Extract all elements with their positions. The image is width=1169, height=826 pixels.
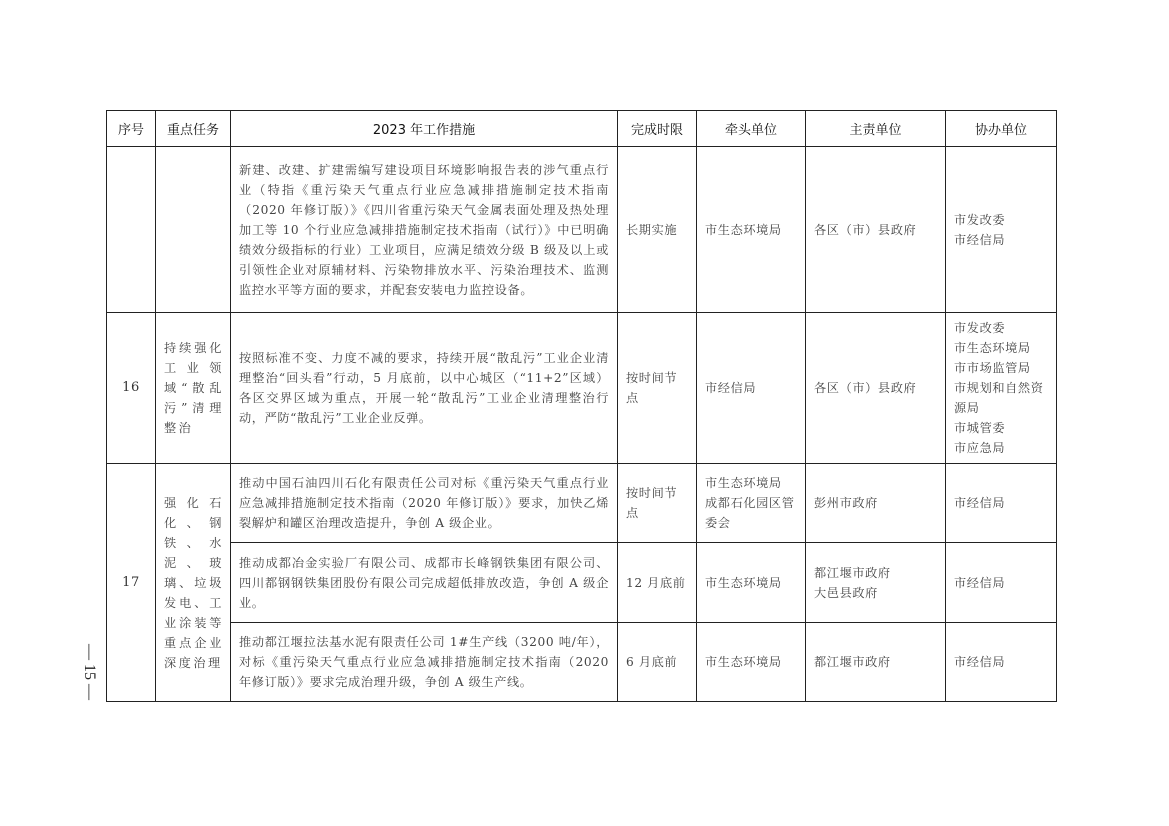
row-no: 17	[107, 464, 156, 702]
row-task	[156, 147, 231, 313]
row-main-unit	[806, 543, 946, 623]
row-deadline: 按时间节点	[618, 313, 697, 464]
header-no: 序号	[107, 111, 156, 147]
row-measure: 推动成都冶金实验厂有限公司、成都市长峰钢铁集团有限公司、四川都钢钢铁集团股份有限公司完成超低排放改造，争创 A 级企业。	[231, 543, 618, 623]
row-lead-unit	[697, 147, 806, 313]
table-row	[107, 623, 1057, 702]
lead-unit: 市经信局	[705, 381, 757, 395]
header-measure: 2023 年工作措施	[231, 111, 618, 147]
row-measure: 新建、改建、扩建需编写建设项目环境影响报告表的涉气重点行业（特指《重污染天气重点行业应急减排措施制定技术指南（2020 年修订版）》《四川省重污染天气金属表面处理及热处理加工等 10 个行业应急减排措施制定技术指南（试行）》中已明确绩效分级指标的行业）工业项目，应满足绩效分级 B 级及以上或引领性企业对原辅材料、污染物排放水平、污染治理技术、监测监控水平等方面的要求，并配套安装电力监控设备。	[231, 147, 618, 313]
assist-unit: 市规划和自然资源局	[954, 381, 1044, 415]
row-deadline: 按时间节点	[618, 464, 697, 543]
main-unit: 都江堰市政府	[814, 565, 891, 580]
assist-unit: 市发改委	[954, 212, 1006, 227]
main-unit: 各区（市）县政府	[814, 381, 917, 395]
row-assist-unit	[946, 147, 1057, 313]
header-main-unit: 主责单位	[806, 111, 946, 147]
row-assist-unit	[946, 543, 1057, 623]
assist-unit: 市经信局	[954, 575, 1006, 590]
row-deadline: 长期实施	[618, 147, 697, 313]
assist-unit: 市发改委	[954, 321, 1006, 335]
row-assist-unit	[946, 313, 1057, 464]
page-number	[74, 632, 104, 712]
row-main-unit	[806, 623, 946, 702]
row-measure: 推动中国石油四川石化有限责任公司对标《重污染天气重点行业应急减排措施制定技术指南（2020 年修订版）》要求，加快乙烯裂解炉和罐区治理改造提升，争创 A 级企业。	[231, 464, 618, 543]
row-main-unit	[806, 464, 946, 543]
row-deadline: 12 月底前	[618, 543, 697, 623]
assist-unit: 市经信局	[954, 655, 1006, 669]
table-row	[107, 147, 1057, 313]
assist-unit: 市应急局	[954, 441, 1006, 455]
assist-unit: 市经信局	[954, 232, 1006, 247]
table-row	[107, 313, 1057, 464]
work-measures-table	[106, 110, 1057, 702]
row-no: 16	[107, 313, 156, 464]
lead-unit: 市生态环境局	[705, 575, 782, 590]
table-row	[107, 543, 1057, 623]
lead-unit: 成都石化园区管委会	[705, 496, 795, 530]
lead-unit: 市生态环境局	[705, 222, 782, 237]
row-main-unit	[806, 313, 946, 464]
row-lead-unit	[697, 543, 806, 623]
assist-unit: 市城管委	[954, 421, 1006, 435]
row-main-unit	[806, 147, 946, 313]
row-measure: 推动都江堰拉法基水泥有限责任公司 1#生产线（3200 吨/年），对标《重污染天气重点行业应急减排措施制定技术指南（2020 年修订版）》要求完成治理升级，争创 A 级生产线。	[231, 623, 618, 702]
lead-unit: 市生态环境局	[705, 476, 782, 490]
row-deadline: 6 月底前	[618, 623, 697, 702]
main-unit: 大邑县政府	[814, 585, 878, 600]
header-task: 重点任务	[156, 111, 231, 147]
lead-unit: 市生态环境局	[705, 655, 782, 669]
row-lead-unit	[697, 623, 806, 702]
main-unit: 都江堰市政府	[814, 655, 891, 669]
row-measure: 按照标准不变、力度不减的要求，持续开展“散乱污”工业企业清理整治“回头看”行动，5 月底前，以中心城区（“11+2”区域）各区交界区域为重点，开展一轮“散乱污”工业企业清理整治行动，严防“散乱污”工业企业反弹。	[231, 313, 618, 464]
assist-unit: 市经信局	[954, 496, 1006, 510]
row-no	[107, 147, 156, 313]
header-assist-unit: 协办单位	[946, 111, 1057, 147]
row-lead-unit	[697, 313, 806, 464]
table-header-row	[107, 111, 1057, 147]
row-task: 强化石化、钢铁、水泥、玻璃、垃圾发电、工业涂装等重点企业深度治理	[156, 464, 231, 702]
page-number-text: — 15 —	[81, 644, 98, 700]
main-unit: 彭州市政府	[814, 496, 878, 510]
assist-unit: 市市场监管局	[954, 361, 1031, 375]
header-lead-unit: 牵头单位	[697, 111, 806, 147]
assist-unit: 市生态环境局	[954, 341, 1031, 355]
main-unit: 各区（市）县政府	[814, 222, 917, 237]
row-assist-unit	[946, 623, 1057, 702]
row-assist-unit	[946, 464, 1057, 543]
header-deadline: 完成时限	[618, 111, 697, 147]
row-task: 持续强化工业领域“散乱污”清理整治	[156, 313, 231, 464]
row-lead-unit	[697, 464, 806, 543]
table-row	[107, 464, 1057, 543]
